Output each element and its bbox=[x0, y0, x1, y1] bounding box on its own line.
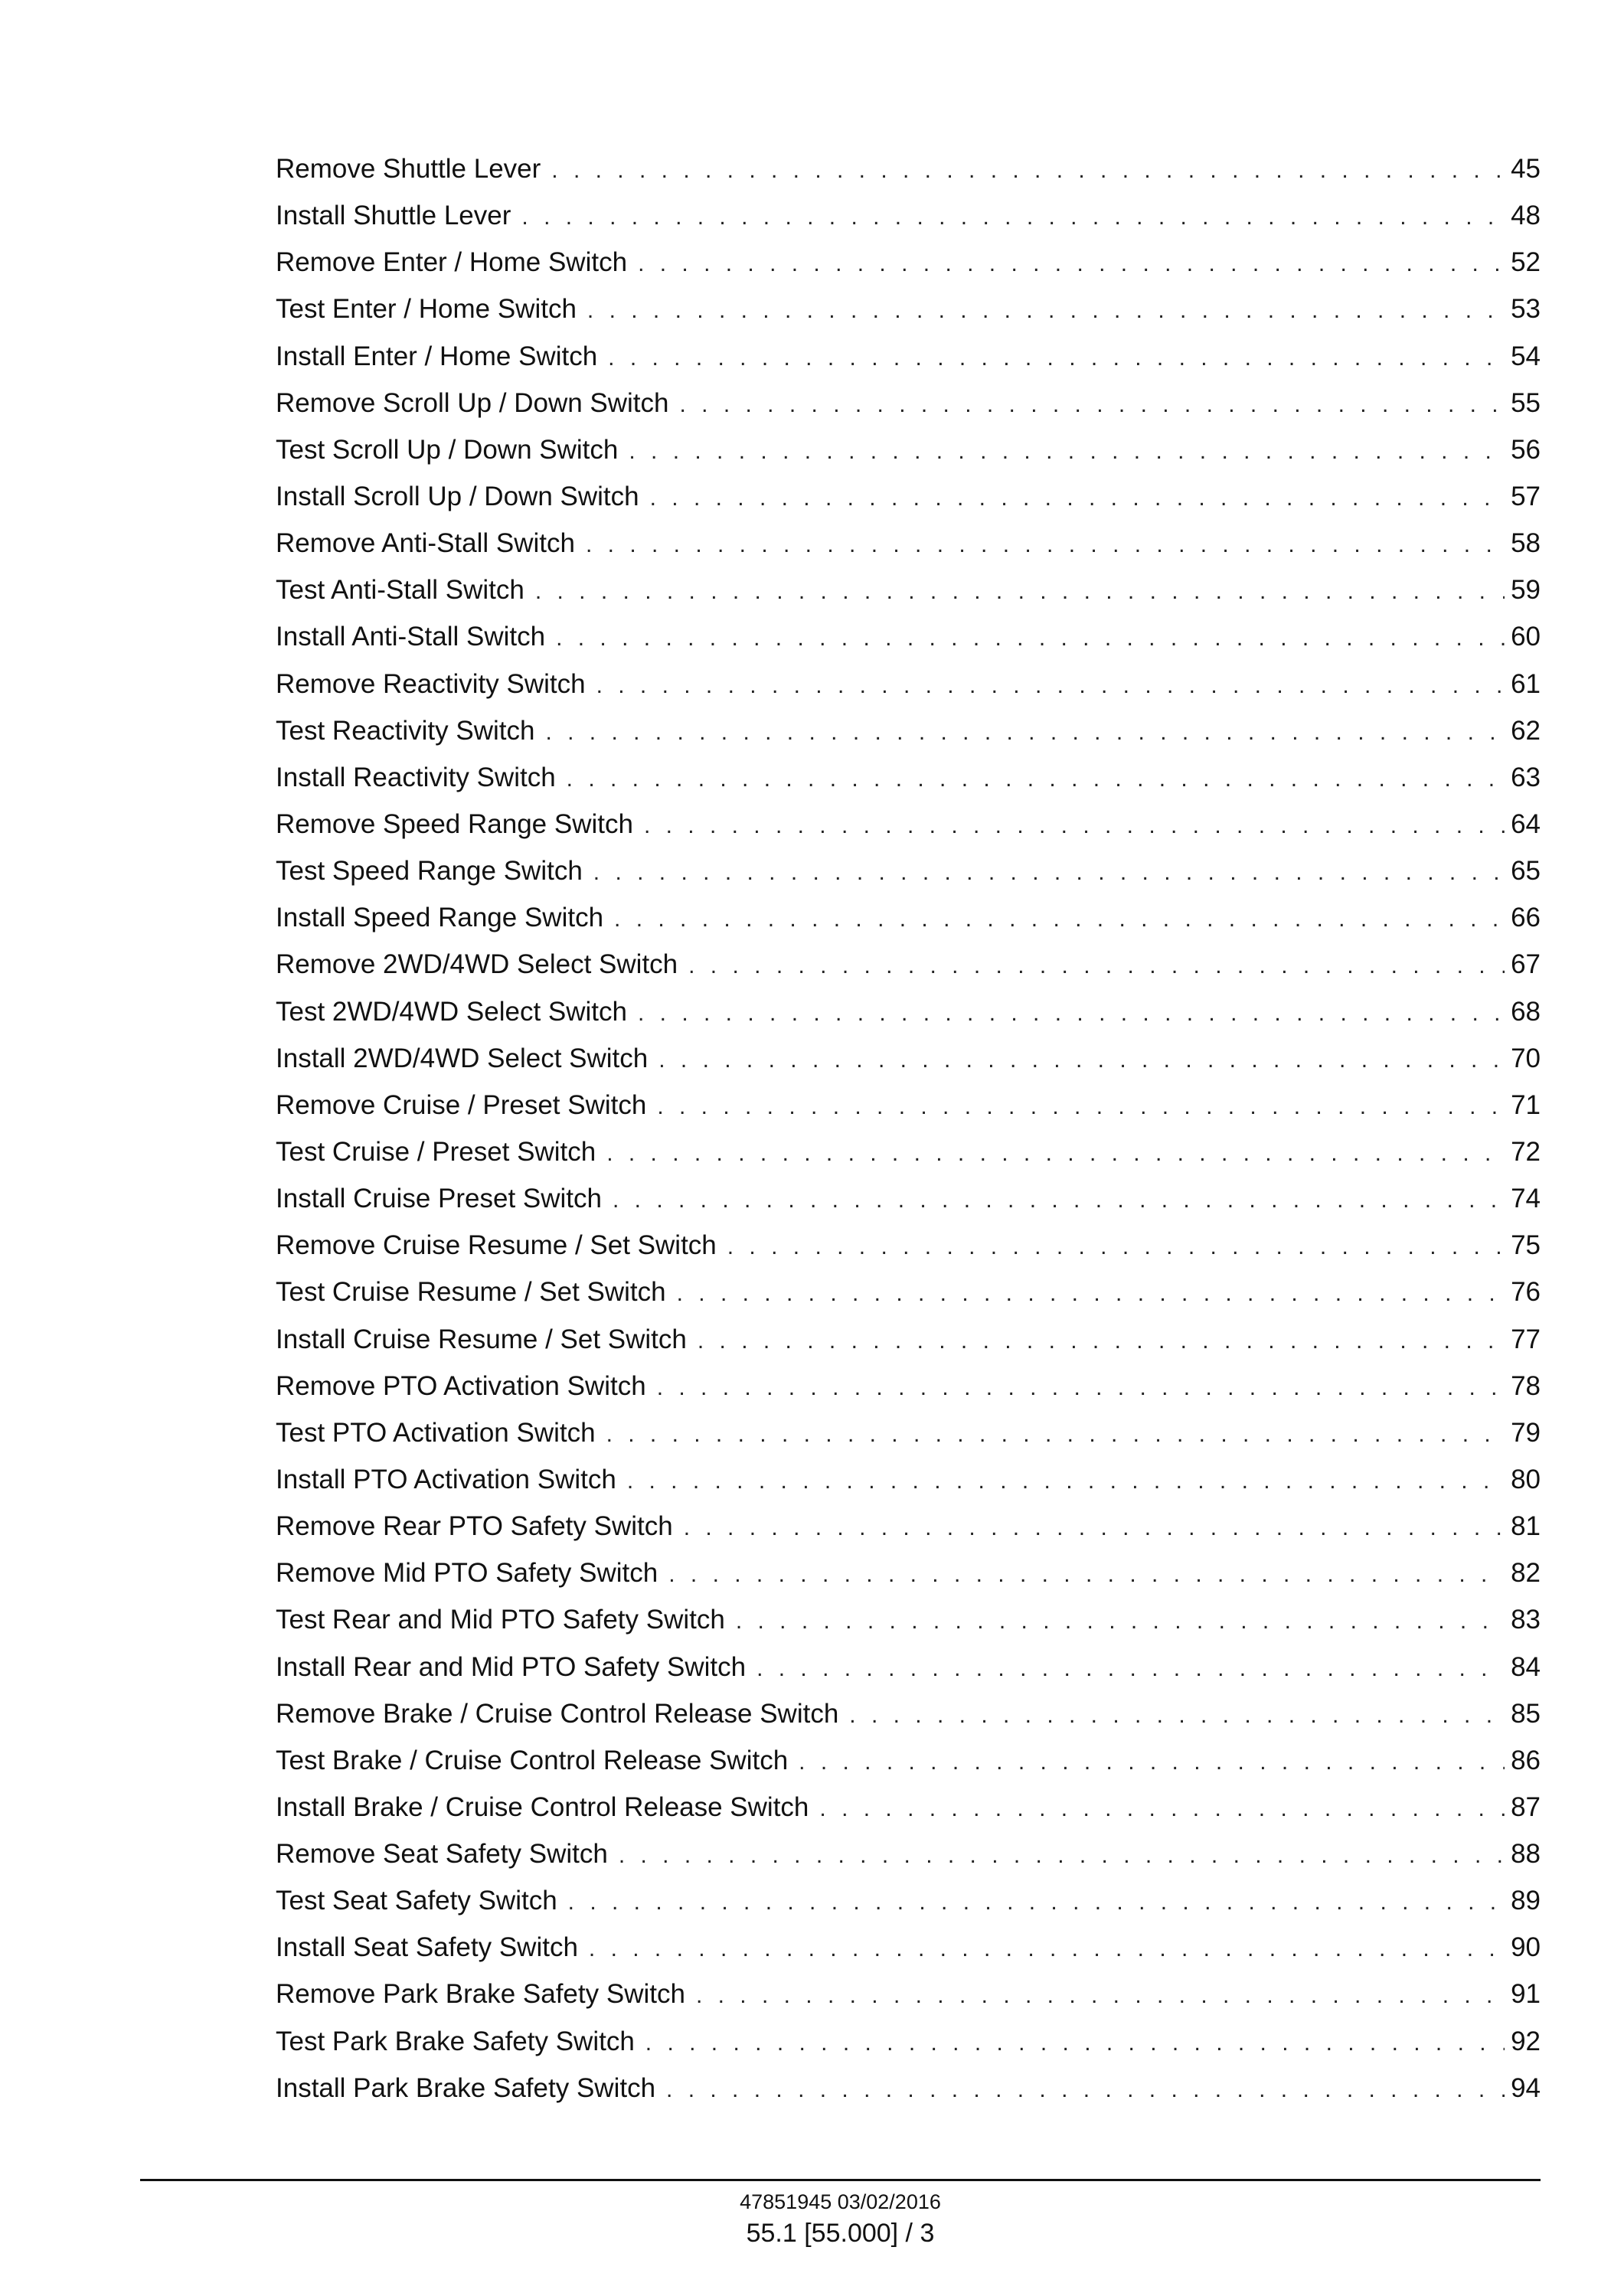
toc-entry-page: 67 bbox=[1511, 949, 1541, 980]
toc-entry-page: 77 bbox=[1511, 1324, 1541, 1354]
dot-leader bbox=[606, 1130, 1505, 1177]
toc-entry-page: 48 bbox=[1511, 201, 1541, 231]
dot-leader bbox=[586, 521, 1505, 568]
toc-entry-title: Remove Mid PTO Safety Switch bbox=[276, 1558, 658, 1589]
toc-entry-title: Remove 2WD/4WD Select Switch bbox=[276, 949, 678, 980]
dot-leader bbox=[657, 1083, 1505, 1130]
toc-entry-page: 62 bbox=[1511, 715, 1541, 746]
toc-entry[interactable] bbox=[276, 801, 1541, 848]
toc-entry[interactable] bbox=[276, 754, 1541, 801]
toc-entry[interactable] bbox=[276, 1737, 1541, 1784]
toc-entry[interactable] bbox=[276, 1128, 1541, 1175]
toc-entry-page: 68 bbox=[1511, 996, 1541, 1027]
dot-leader bbox=[666, 2066, 1505, 2113]
toc-entry[interactable] bbox=[276, 848, 1541, 894]
toc-entry-title: Remove Seat Safety Switch bbox=[276, 1839, 608, 1870]
toc-entry-page: 75 bbox=[1511, 1230, 1541, 1261]
toc-entry[interactable] bbox=[276, 426, 1541, 473]
dot-leader bbox=[593, 849, 1505, 896]
toc-entry[interactable] bbox=[276, 1924, 1541, 1971]
toc-entry-title: Remove Rear PTO Safety Switch bbox=[276, 1511, 673, 1542]
toc-entry-title: Install Rear and Mid PTO Safety Switch bbox=[276, 1651, 747, 1682]
toc-entry-title: Remove Brake / Cruise Control Release Switch bbox=[276, 1698, 839, 1729]
toc-entry-page: 88 bbox=[1511, 1839, 1541, 1870]
toc-entry[interactable] bbox=[276, 145, 1541, 192]
toc-entry-page: 80 bbox=[1511, 1464, 1541, 1494]
dot-leader bbox=[551, 147, 1505, 194]
toc-entry-page: 81 bbox=[1511, 1511, 1541, 1542]
toc-entry-page: 54 bbox=[1511, 341, 1541, 371]
toc-entry[interactable] bbox=[276, 380, 1541, 426]
dot-leader bbox=[606, 1411, 1505, 1458]
toc-entry-title: Install Anti-Stall Switch bbox=[276, 622, 546, 652]
toc-entry[interactable] bbox=[276, 286, 1541, 332]
dot-leader bbox=[596, 662, 1505, 709]
dot-leader bbox=[614, 896, 1505, 942]
toc-entry-page: 53 bbox=[1511, 294, 1541, 325]
toc-entry-page: 58 bbox=[1511, 528, 1541, 559]
toc-entry-page: 70 bbox=[1511, 1043, 1541, 1073]
dot-leader bbox=[657, 1364, 1505, 1411]
toc-entry-title: Remove Reactivity Switch bbox=[276, 668, 586, 699]
toc-entry-page: 89 bbox=[1511, 1886, 1541, 1916]
toc-entry-page: 90 bbox=[1511, 1932, 1541, 1963]
dot-leader bbox=[619, 1832, 1505, 1879]
toc-entry-page: 55 bbox=[1511, 387, 1541, 418]
dot-leader bbox=[568, 1879, 1505, 1925]
dot-leader bbox=[644, 802, 1505, 849]
toc-entry[interactable] bbox=[276, 520, 1541, 567]
dot-leader bbox=[696, 1972, 1505, 2019]
toc-entry-page: 71 bbox=[1511, 1089, 1541, 1120]
toc-entry[interactable] bbox=[276, 1409, 1541, 1456]
toc-entry[interactable] bbox=[276, 894, 1541, 941]
toc-entry-page: 72 bbox=[1511, 1136, 1541, 1167]
toc-entry-title: Remove Scroll Up / Down Switch bbox=[276, 387, 669, 418]
dot-leader bbox=[849, 1692, 1505, 1739]
toc-entry-page: 92 bbox=[1511, 2026, 1541, 2056]
toc-entry-title: Test Enter / Home Switch bbox=[276, 294, 577, 325]
dot-leader bbox=[638, 240, 1505, 287]
table-of-contents bbox=[276, 145, 1541, 2111]
toc-entry-page: 64 bbox=[1511, 808, 1541, 839]
toc-entry-title: Install Enter / Home Switch bbox=[276, 341, 598, 371]
toc-entry-title: Test Speed Range Switch bbox=[276, 856, 583, 887]
toc-entry-title: Remove Cruise / Preset Switch bbox=[276, 1089, 647, 1120]
dot-leader bbox=[535, 568, 1505, 615]
toc-entry[interactable] bbox=[276, 1175, 1541, 1222]
toc-entry[interactable] bbox=[276, 1971, 1541, 2017]
footer-page-reference: 55.1 [55.000] / 3 bbox=[746, 2219, 935, 2248]
toc-entry[interactable] bbox=[276, 1596, 1541, 1643]
toc-entry[interactable] bbox=[276, 333, 1541, 380]
toc-entry-title: Install PTO Activation Switch bbox=[276, 1464, 616, 1494]
toc-entry[interactable] bbox=[276, 1784, 1541, 1831]
toc-entry[interactable] bbox=[276, 1456, 1541, 1503]
toc-entry-page: 83 bbox=[1511, 1605, 1541, 1635]
toc-entry[interactable] bbox=[276, 192, 1541, 239]
toc-entry[interactable] bbox=[276, 1550, 1541, 1596]
toc-entry-title: Install Brake / Cruise Control Release Switch bbox=[276, 1791, 809, 1822]
toc-entry[interactable] bbox=[276, 239, 1541, 286]
dot-leader bbox=[627, 1458, 1505, 1504]
dot-leader bbox=[556, 615, 1505, 661]
toc-entry-title: Test Anti-Stall Switch bbox=[276, 575, 524, 606]
toc-entry-page: 57 bbox=[1511, 481, 1541, 511]
dot-leader bbox=[668, 1551, 1505, 1598]
dot-leader bbox=[545, 709, 1505, 756]
toc-entry[interactable] bbox=[276, 661, 1541, 707]
toc-entry[interactable] bbox=[276, 1222, 1541, 1269]
toc-entry-title: Install 2WD/4WD Select Switch bbox=[276, 1043, 649, 1073]
toc-entry[interactable] bbox=[276, 1644, 1541, 1690]
toc-entry-page: 86 bbox=[1511, 1745, 1541, 1775]
toc-entry-page: 78 bbox=[1511, 1370, 1541, 1401]
dot-leader bbox=[521, 194, 1505, 240]
toc-entry-page: 76 bbox=[1511, 1277, 1541, 1308]
toc-entry[interactable] bbox=[276, 1690, 1541, 1737]
dot-leader bbox=[645, 2020, 1505, 2066]
toc-entry-page: 56 bbox=[1511, 434, 1541, 465]
toc-entry-title: Install Scroll Up / Down Switch bbox=[276, 481, 639, 511]
toc-entry[interactable] bbox=[276, 941, 1541, 988]
toc-entry-page: 94 bbox=[1511, 2072, 1541, 2103]
dot-leader bbox=[587, 287, 1505, 334]
toc-entry-title: Remove Enter / Home Switch bbox=[276, 247, 628, 278]
dot-leader bbox=[589, 1925, 1505, 1972]
toc-entry-page: 66 bbox=[1511, 903, 1541, 933]
dot-leader bbox=[819, 1785, 1505, 1832]
footer-divider bbox=[140, 2179, 1541, 2181]
dot-leader bbox=[680, 381, 1505, 428]
dot-leader bbox=[799, 1739, 1505, 1785]
toc-entry-title: Install Cruise Resume / Set Switch bbox=[276, 1324, 687, 1354]
toc-entry[interactable] bbox=[276, 707, 1541, 754]
dot-leader bbox=[567, 756, 1505, 802]
toc-entry-title: Remove Anti-Stall Switch bbox=[276, 528, 575, 559]
toc-entry-title: Test Cruise / Preset Switch bbox=[276, 1136, 596, 1167]
toc-entry-title: Test Scroll Up / Down Switch bbox=[276, 434, 619, 465]
dot-leader bbox=[638, 990, 1505, 1037]
toc-entry-page: 79 bbox=[1511, 1417, 1541, 1448]
toc-entry-title: Remove Shuttle Lever bbox=[276, 154, 541, 184]
dot-leader bbox=[736, 1598, 1505, 1644]
toc-entry[interactable] bbox=[276, 567, 1541, 613]
dot-leader bbox=[688, 942, 1505, 989]
toc-entry[interactable] bbox=[276, 1503, 1541, 1550]
toc-entry-title: Install Reactivity Switch bbox=[276, 762, 556, 792]
toc-entry-title: Install Cruise Preset Switch bbox=[276, 1184, 602, 1214]
toc-entry-page: 65 bbox=[1511, 856, 1541, 887]
toc-entry[interactable] bbox=[276, 1831, 1541, 1877]
toc-entry-page: 63 bbox=[1511, 762, 1541, 792]
toc-entry-title: Test Seat Safety Switch bbox=[276, 1886, 557, 1916]
dot-leader bbox=[608, 335, 1505, 381]
toc-entry-page: 45 bbox=[1511, 154, 1541, 184]
toc-entry-page: 82 bbox=[1511, 1558, 1541, 1589]
toc-entry[interactable] bbox=[276, 988, 1541, 1035]
toc-entry-page: 74 bbox=[1511, 1184, 1541, 1214]
toc-entry-page: 60 bbox=[1511, 622, 1541, 652]
toc-entry[interactable] bbox=[276, 473, 1541, 520]
dot-leader bbox=[684, 1504, 1505, 1551]
toc-entry[interactable] bbox=[276, 1035, 1541, 1082]
toc-entry-title: Test PTO Activation Switch bbox=[276, 1417, 596, 1448]
dot-leader bbox=[756, 1645, 1505, 1692]
toc-entry[interactable] bbox=[276, 1082, 1541, 1128]
toc-entry[interactable] bbox=[276, 1363, 1541, 1409]
toc-entry-title: Test Brake / Cruise Control Release Switch bbox=[276, 1745, 789, 1775]
toc-entry-title: Test Park Brake Safety Switch bbox=[276, 2026, 635, 2056]
toc-entry-page: 59 bbox=[1511, 575, 1541, 606]
toc-entry[interactable] bbox=[276, 2065, 1541, 2111]
toc-entry[interactable] bbox=[276, 613, 1541, 660]
toc-entry-title: Test Cruise Resume / Set Switch bbox=[276, 1277, 666, 1308]
toc-entry-title: Test 2WD/4WD Select Switch bbox=[276, 996, 627, 1027]
dot-leader bbox=[629, 428, 1505, 475]
dot-leader bbox=[727, 1223, 1505, 1270]
toc-entry-title: Remove Park Brake Safety Switch bbox=[276, 1979, 685, 2010]
toc-entry[interactable] bbox=[276, 1877, 1541, 1924]
toc-entry[interactable] bbox=[276, 2018, 1541, 2065]
toc-entry-title: Remove Cruise Resume / Set Switch bbox=[276, 1230, 717, 1261]
toc-entry-page: 87 bbox=[1511, 1791, 1541, 1822]
toc-entry-title: Install Shuttle Lever bbox=[276, 201, 511, 231]
toc-entry-page: 91 bbox=[1511, 1979, 1541, 2010]
toc-entry-title: Remove PTO Activation Switch bbox=[276, 1370, 646, 1401]
toc-entry-page: 84 bbox=[1511, 1651, 1541, 1682]
toc-entry[interactable] bbox=[276, 1269, 1541, 1315]
toc-entry-page: 52 bbox=[1511, 247, 1541, 278]
dot-leader bbox=[677, 1270, 1505, 1317]
dot-leader bbox=[698, 1318, 1505, 1364]
toc-entry-title: Install Park Brake Safety Switch bbox=[276, 2072, 656, 2103]
toc-entry-title: Remove Speed Range Switch bbox=[276, 808, 633, 839]
toc-entry-title: Install Seat Safety Switch bbox=[276, 1932, 578, 1963]
dot-leader bbox=[650, 475, 1505, 521]
dot-leader bbox=[613, 1177, 1505, 1223]
toc-entry-page: 85 bbox=[1511, 1698, 1541, 1729]
toc-entry[interactable] bbox=[276, 1316, 1541, 1363]
toc-entry-title: Install Speed Range Switch bbox=[276, 903, 604, 933]
toc-entry-title: Test Reactivity Switch bbox=[276, 715, 535, 746]
footer-document-id: 47851945 03/02/2016 bbox=[740, 2190, 941, 2213]
toc-entry-page: 61 bbox=[1511, 668, 1541, 699]
toc-entry-title: Test Rear and Mid PTO Safety Switch bbox=[276, 1605, 725, 1635]
dot-leader bbox=[658, 1037, 1505, 1083]
